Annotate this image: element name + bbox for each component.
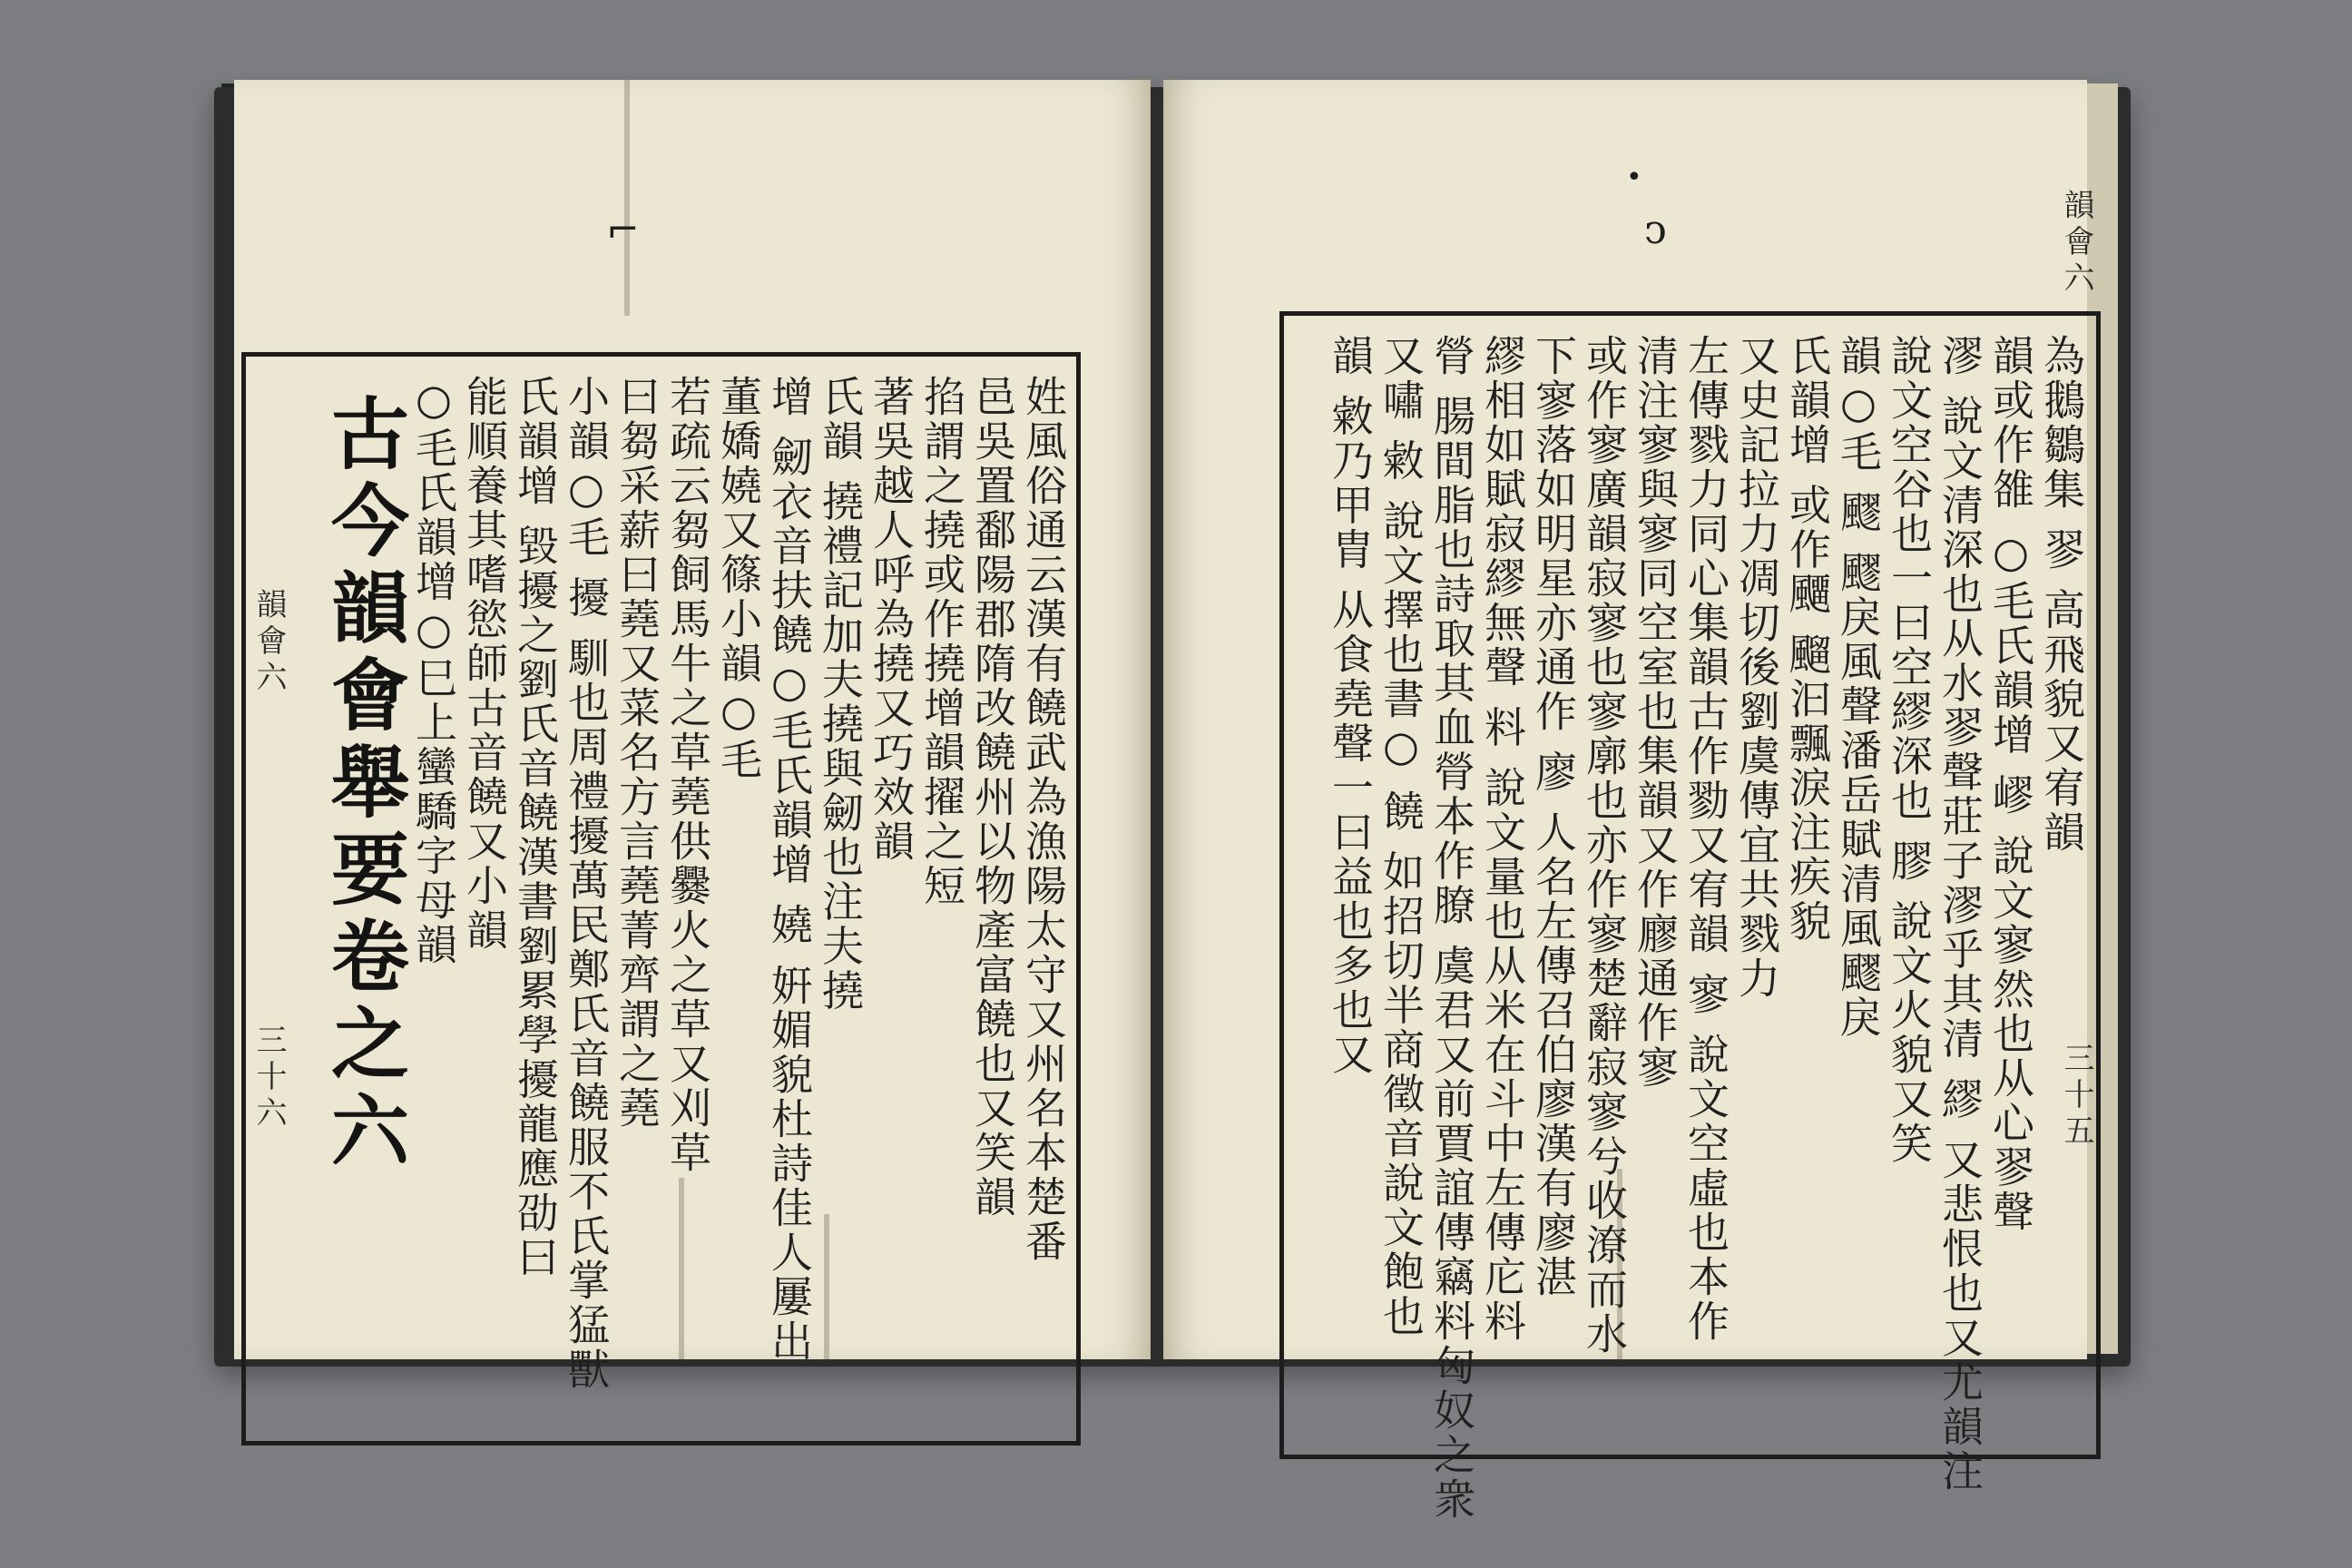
text-column: 韻或作雒 ○毛氏韻增 嵺 說文寥然也从心翏聲 [1986,334,2035,1234]
text-column: 左傳戮力同心集韻古作勠又宥韻 寥 說文空虛也本作 [1681,334,1730,1345]
text-column: 膋 腸間脂也詩取其血膋本作膫 虞君又前賈誼傳竊料匈奴之衆 [1427,334,1476,1523]
page-crease [624,80,630,316]
left-text-frame [241,352,1081,1446]
text-column: 韻○毛 飂 飂戾風聲潘岳賦清風飂戾 [1834,334,1883,1041]
text-column: 或作寥廣韻寂寥也寥廓也亦作寥楚辭寂寥兮收潦而水 [1580,334,1629,1357]
right-page [1163,80,2094,1523]
margin-label: 韻會六 [2058,189,2094,298]
right-text-columns [1325,316,2087,1523]
text-column: 氏韻增 毀擾之劉氏音饒漢書劉累學擾龍應劭曰 [511,375,560,1280]
text-column: 說文空谷也一曰空繆深也 膠 說文火貌又笑 [1885,334,1934,1167]
volume-title: 古今韻會舉要卷之六 [318,393,409,1177]
ink-mark: ⌐ [606,207,640,253]
text-column: 下寥落如明星亦通作 廖 人名左傳召伯廖漢有廖湛 [1529,334,1578,1300]
page-crease [824,1214,829,1359]
text-column: 為鵝鶵集 翏 高飛貌又宥韻 [2037,334,2086,856]
text-column: 韻 敹乃甲胄 从食堯聲一曰益也多也又 [1326,334,1375,1078]
margin-label: 韻會六 [250,588,287,697]
text-column: 著吳越人呼為撓又巧效韻 [867,375,916,864]
margin-number: 三十五 [2058,1042,2094,1151]
text-column: 若疏云芻飼馬牛之草蕘供爨火之草又刈草 [663,375,712,1175]
page-crease [679,1178,684,1359]
text-column: 氏韻增 或作飅 飀汩飄淚注疾貌 [1783,334,1832,945]
text-column: ○毛氏韻增○巳上蠻驕字母韻 [409,375,458,967]
text-column: 繆相如賦寂繆無聲 料 說文量也从米在斗中左傳庀料 [1478,334,1527,1345]
text-column: 能順養其嗜慾師古音饒又小韻 [460,375,509,953]
text-column: 又史記拉力凋切後劉虞傳宜共戮力 [1732,334,1781,1001]
text-column: 氏韻 撓禮記加夫撓與劒也注夫撓 [816,375,865,1014]
left-text-columns [309,357,1069,1441]
text-column: 董嬌嬈又篠小韻○毛 [714,375,763,782]
text-column: 又嘯 敹 說文擇也書○ 饒 如招切半商徵音說文飽也 [1377,334,1426,1339]
left-page [234,80,1151,1393]
text-column: 清注寥與寥同空室也集韻又作廫通作寥 [1631,334,1680,1090]
page-crease [1617,1169,1622,1359]
text-column: 邑吳置鄱陽郡隋改饒州以物產富饒也又笑韻 [968,375,1017,1220]
text-column: 姓風俗通云漢有饒武為漁陽太守又州名本楚番 [1019,375,1068,1264]
ink-mark: • [1626,162,1642,193]
text-column: 漻 說文清深也从水翏聲莊子漻乎其清 繆 又悲恨也又尤韻注 [1936,334,1984,1494]
text-column: 增 劒衣音扶饒○毛氏韻增 嬈 姸媚貌杜詩佳人屢出 [765,375,814,1364]
margin-number: 三十六 [250,1024,287,1132]
text-column: 掐謂之撓或作撓增韻擢之短 [917,375,966,908]
right-text-frame [1279,311,2101,1523]
text-column: 曰芻采薪曰蕘又菜名方言蕘菁齊謂之蕘 [612,375,662,1131]
text-column: 小韻○毛 擾 馴也周禮擾萬民鄭氏音饒服不氏掌猛獸 [562,375,611,1393]
ink-mark: ↄ [1644,207,1667,253]
